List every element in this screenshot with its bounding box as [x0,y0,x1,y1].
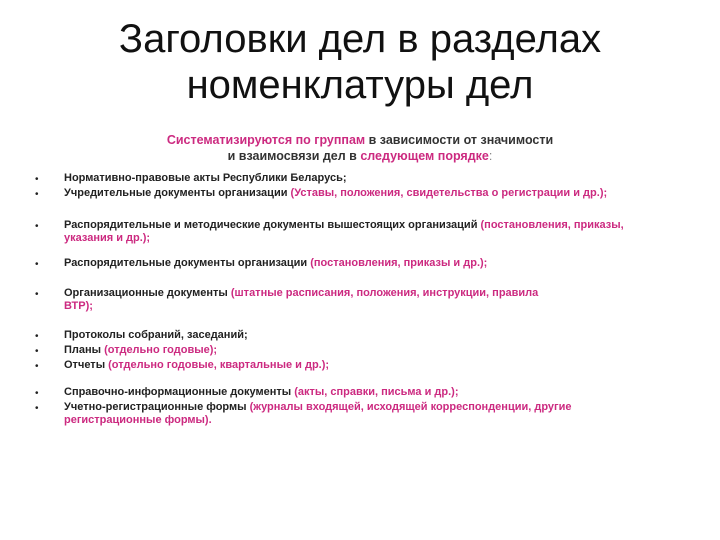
list-item [0,287,720,312]
bullet-icon: • [35,221,39,232]
bullet-icon: • [35,388,39,399]
bullet-icon: • [35,259,39,270]
bullet-icon: • [35,361,39,372]
list-item [0,401,720,426]
subtitle-colon: : [488,149,493,163]
list-item [0,344,720,359]
slide-subtitle [60,132,660,164]
list-item-text: Протоколы собраний, заседаний; [64,329,248,341]
list-item-text: Учредительные документы организации (Уставы, положения, свидетельства о регистрации и др.); [64,187,608,199]
list-item-text: Отчеты (отдельно годовые, квартальные и др.); [64,359,330,371]
slide-title-line-1: Заголовки дел в разделах [118,17,602,61]
list-item-text: Распорядительные документы организации (постановления, приказы и др.); [64,257,488,269]
list-item-text: Учетно-регистрационные формы (журналы входящей, исходящей корреспонденции, другие регистрационные формы). [64,401,572,426]
list-group-5 [0,329,720,374]
list-item [0,386,720,401]
list-item-text: Организационные документы (штатные расписания, положения, инструкции, правила ВТР); [64,287,539,312]
subtitle-text-2: и взаимосвязи дел в [227,149,361,163]
list-item [0,329,720,344]
subtitle-text-1: в зависимости от значимости [365,133,554,147]
list-group-1 [0,172,720,202]
list-item [0,172,720,187]
subtitle-highlight-2: следующем порядке [360,149,489,163]
list-group-3 [0,257,720,272]
list-item-text: Нормативно-правовые акты Республики Беларусь; [64,172,347,184]
list-item-text: Распорядительные и методические документы вышестоящих организаций (постановления, приказы, указания и др.); [64,219,624,244]
bullet-icon: • [35,174,39,185]
bullet-icon: • [35,403,39,414]
list-group-2 [0,219,720,244]
list-item [0,359,720,374]
list-item [0,219,720,244]
list-item [0,257,720,272]
list-item-text: Справочно-информационные документы (акты, справки, письма и др.); [64,386,459,398]
list-item [0,187,720,202]
slide-title-line-2: номенклатуры дел [186,63,534,107]
list-group-6 [0,386,720,426]
bullet-icon: • [35,289,39,300]
bullet-icon: • [35,331,39,342]
slide-title [0,16,720,108]
bullet-icon: • [35,346,39,357]
subtitle-highlight-1: Систематизируются по группам [166,133,366,147]
bullet-icon: • [35,189,39,200]
list-group-4 [0,287,720,312]
list-item-text: Планы (отдельно годовые); [64,344,218,356]
